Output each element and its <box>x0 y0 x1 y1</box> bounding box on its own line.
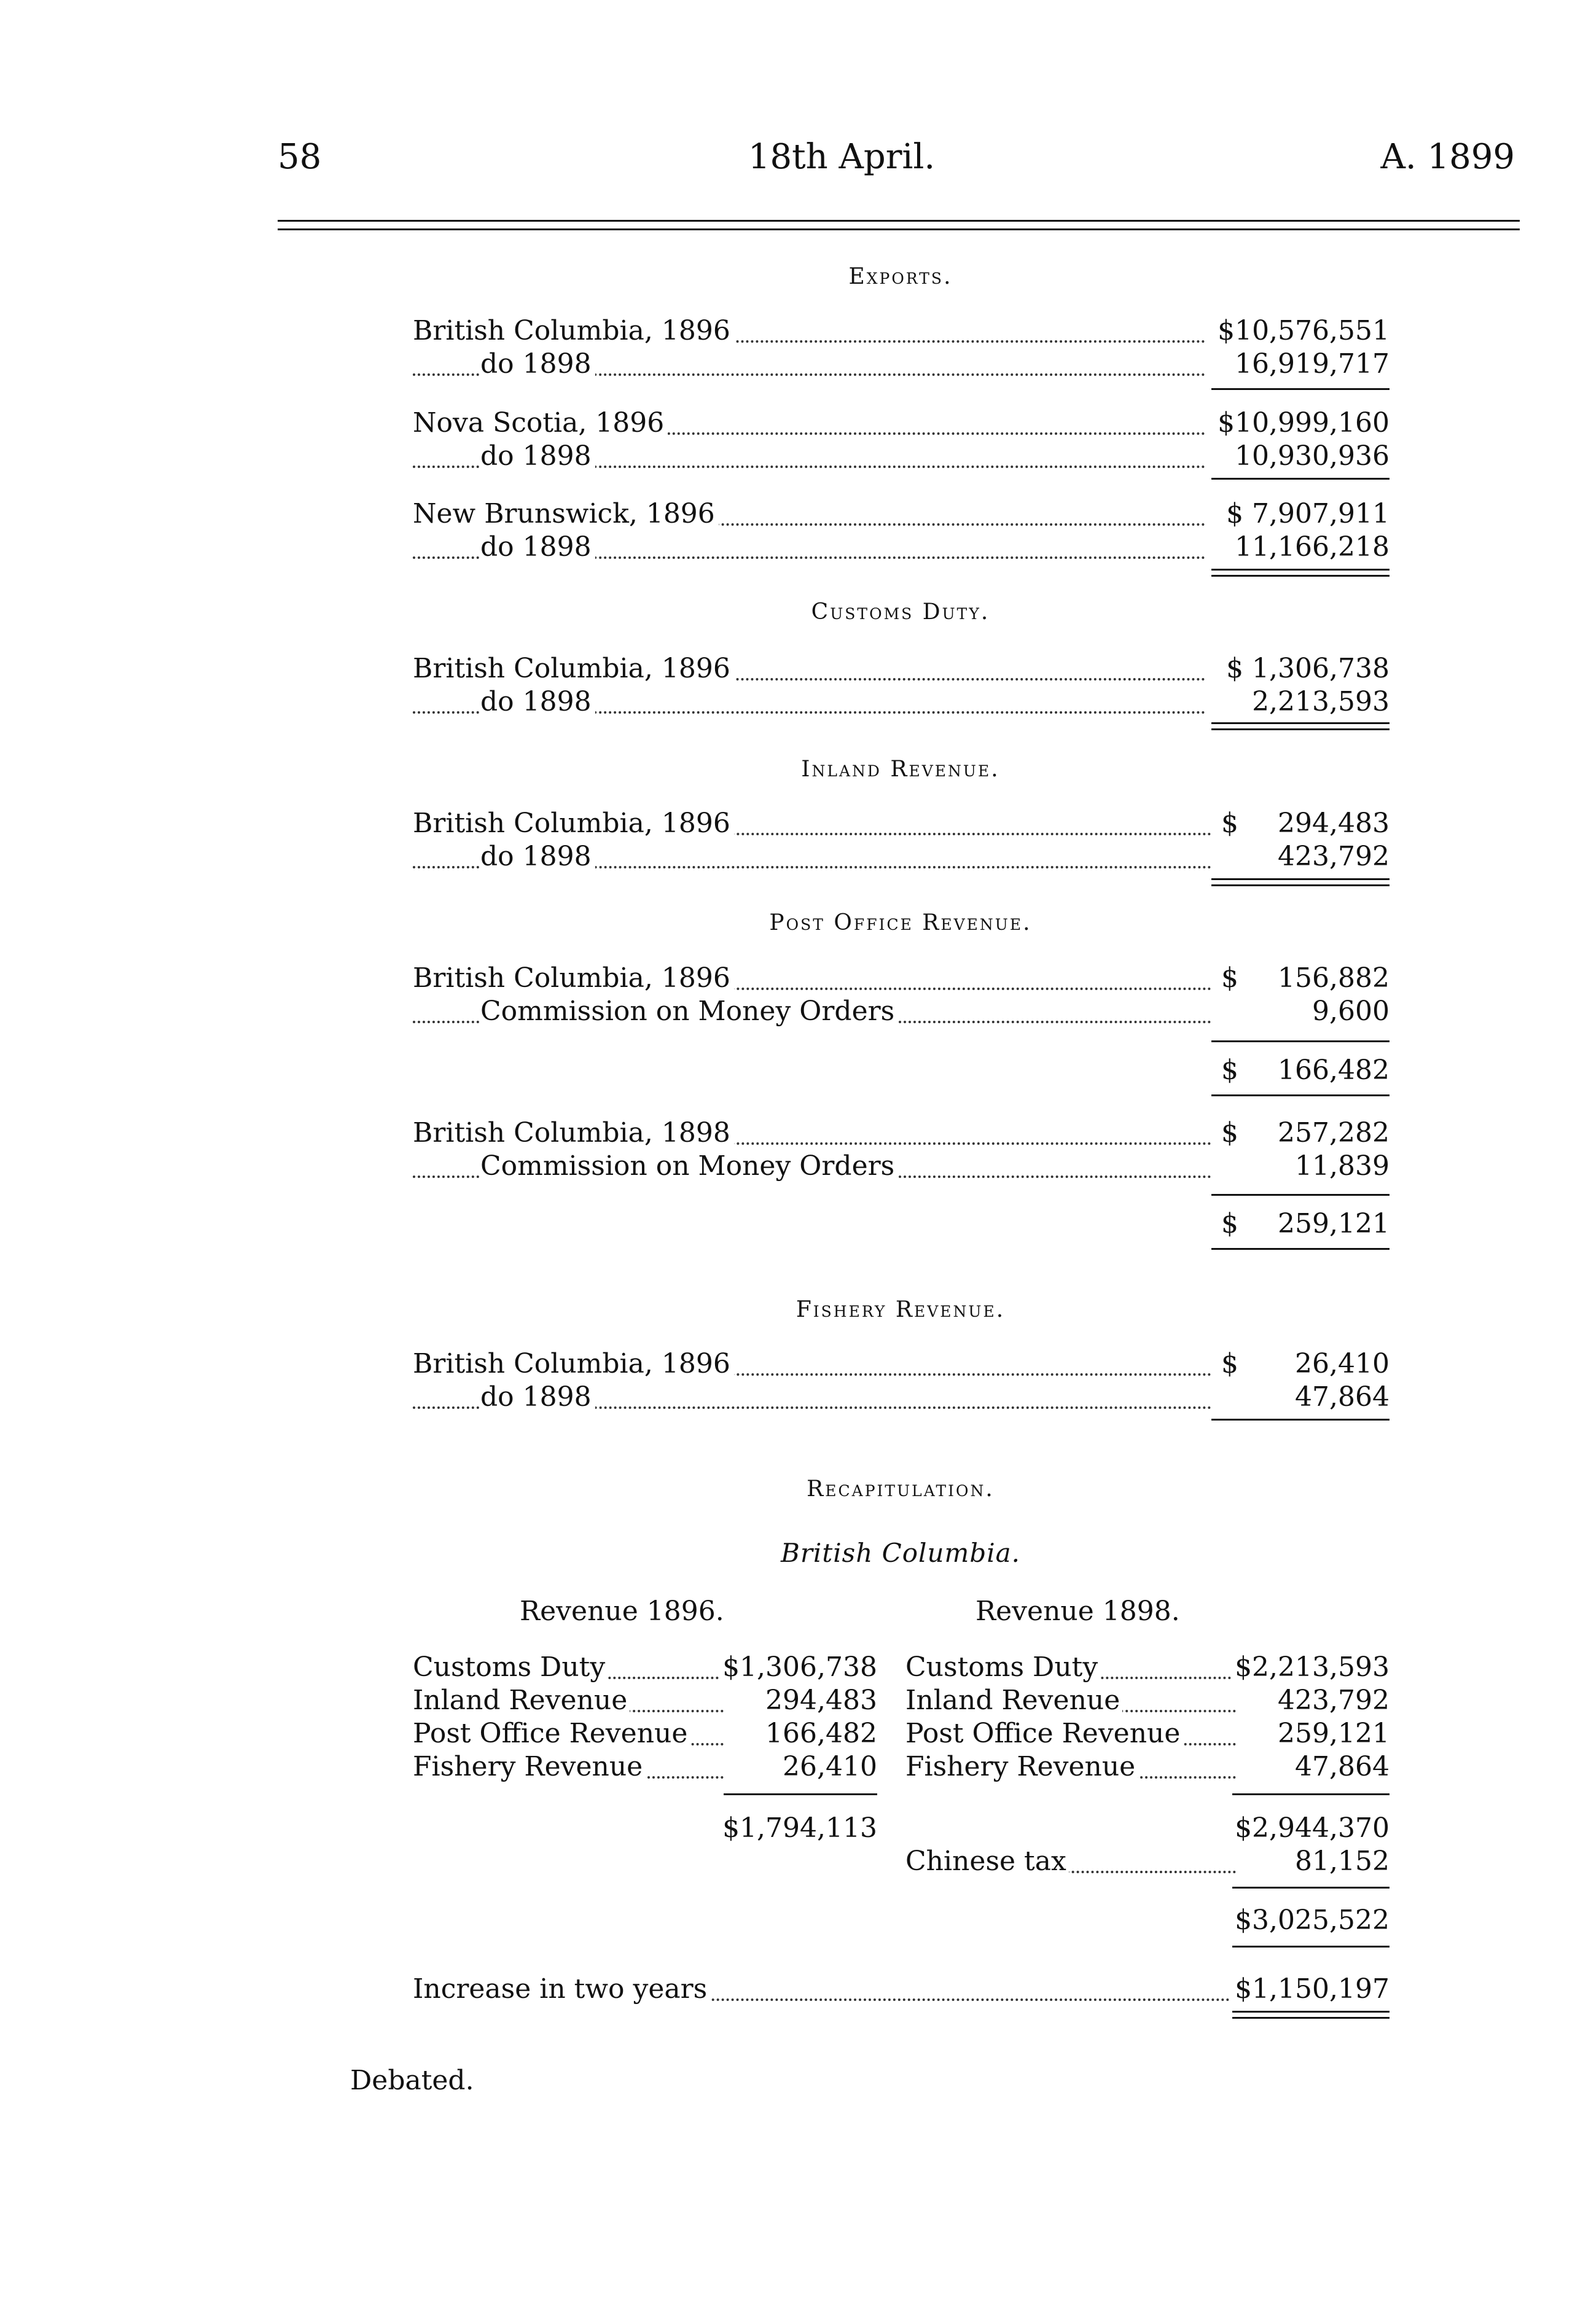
recap-row-value: $2,213,593 <box>1232 1651 1390 1684</box>
recap-row-label: Customs Duty <box>905 1651 1100 1684</box>
recap-row-label: Inland Revenue <box>413 1684 630 1717</box>
recap-row-value: 81,152 <box>1292 1845 1390 1878</box>
line-value: 11,839 <box>1295 1150 1390 1182</box>
ledger-line <box>413 440 1390 473</box>
recap-row <box>905 1684 1390 1717</box>
recap-right-total: $3,025,522 <box>1232 1904 1390 1937</box>
underline <box>1211 728 1390 730</box>
underline <box>1232 1946 1390 1948</box>
ledger-line <box>413 1150 1390 1183</box>
recap-right-subtotal: $2,944,370 <box>1232 1812 1390 1845</box>
underline <box>1232 2017 1390 2019</box>
recap-left-title: Revenue 1896. <box>520 1596 724 1627</box>
line-value: 259,121 <box>1278 1208 1390 1239</box>
recap-row-label: Post Office Revenue <box>413 1717 690 1750</box>
ledger-line <box>413 314 1390 348</box>
recap-row-value: 166,482 <box>763 1717 877 1750</box>
line-label: do 1898 <box>480 840 595 873</box>
recap-row <box>413 1651 877 1684</box>
page-number: 58 <box>278 137 322 177</box>
line-label: do 1898 <box>480 348 595 381</box>
line-label: New Brunswick, 1896 <box>413 497 719 531</box>
underline <box>1211 388 1390 390</box>
ledger-line <box>413 840 1390 873</box>
recap-left-total: $1,794,113 <box>720 1812 877 1845</box>
underline <box>724 1793 877 1795</box>
ledger-line <box>413 962 1390 995</box>
underline <box>1232 1887 1390 1889</box>
underline <box>1211 478 1390 480</box>
line-value: $10,576,551 <box>1218 315 1390 346</box>
section-heading-customs: Customs Duty. <box>811 599 990 625</box>
line-value: 423,792 <box>1278 841 1390 872</box>
ledger-line <box>413 652 1390 685</box>
line-label: do 1898 <box>480 1381 595 1414</box>
line-label: British Columbia, 1896 <box>413 962 734 995</box>
recap-row <box>905 1717 1390 1750</box>
line-label: do 1898 <box>480 531 595 564</box>
line-label: do 1898 <box>480 440 595 473</box>
section-heading-fishery: Fishery Revenue. <box>796 1297 1006 1322</box>
line-value: $10,999,160 <box>1218 407 1390 439</box>
underline <box>1211 1094 1390 1096</box>
line-label: Commission on Money Orders <box>480 1150 898 1183</box>
recap-row-value: 259,121 <box>1275 1717 1390 1750</box>
underline <box>1211 884 1390 886</box>
recap-right-title: Revenue 1898. <box>975 1596 1180 1627</box>
section-heading-exports: Exports. <box>848 264 953 289</box>
recap-total-row <box>905 1904 1390 1937</box>
currency-sign: $ <box>1219 1207 1238 1241</box>
recap-row-label: Fishery Revenue <box>905 1750 1138 1784</box>
line-value: 257,282 <box>1278 1117 1390 1148</box>
recap-row-label: Customs Duty <box>413 1651 608 1684</box>
recap-row-label: Fishery Revenue <box>413 1750 645 1784</box>
underline <box>1211 1419 1390 1421</box>
ledger-line <box>413 1207 1390 1241</box>
underline <box>1232 1793 1390 1795</box>
recap-row-value: 423,792 <box>1275 1684 1390 1717</box>
line-value: 156,882 <box>1278 962 1390 994</box>
ledger-line <box>413 531 1390 564</box>
line-label: British Columbia, 1896 <box>413 652 734 685</box>
line-value: $ 1,306,738 <box>1226 653 1390 684</box>
line-label: Commission on Money Orders <box>480 995 898 1028</box>
ledger-line <box>413 995 1390 1028</box>
header-rule <box>278 220 1520 222</box>
currency-sign: $ <box>1219 807 1238 840</box>
recap-row <box>413 1717 877 1750</box>
underline <box>1211 575 1390 577</box>
recap-row-label: Inland Revenue <box>905 1684 1122 1717</box>
currency-sign: $ <box>1219 1347 1238 1381</box>
recap-row <box>905 1750 1390 1784</box>
ledger-line <box>413 497 1390 531</box>
currency-sign: $ <box>1219 1117 1238 1150</box>
increase-label: Increase in two years <box>413 1973 711 2006</box>
recap-row <box>905 1845 1390 1878</box>
line-label: British Columbia, 1896 <box>413 314 734 348</box>
line-label: British Columbia, 1896 <box>413 1347 734 1381</box>
page-year: A. 1899 <box>1380 137 1515 177</box>
recap-row-value: 26,410 <box>780 1750 877 1784</box>
underline <box>1211 878 1390 880</box>
line-value: 10,930,936 <box>1235 440 1390 472</box>
currency-sign: $ <box>1219 962 1238 995</box>
line-value: 2,213,593 <box>1252 686 1390 717</box>
recap-row <box>413 1750 877 1784</box>
page-date: 18th April. <box>748 137 936 177</box>
currency-sign: $ <box>1219 1054 1238 1087</box>
ledger-line <box>413 685 1390 719</box>
recap-row-value: 294,483 <box>763 1684 877 1717</box>
underline <box>1211 1040 1390 1042</box>
line-label: British Columbia, 1896 <box>413 807 734 840</box>
recap-row-value: $1,306,738 <box>720 1651 877 1684</box>
increase-value: $1,150,197 <box>1235 1973 1390 2005</box>
ledger-line <box>413 407 1390 440</box>
section-heading-recap: Recapitulation. <box>807 1476 995 1502</box>
header-rule <box>278 228 1520 230</box>
line-value: $ 7,907,911 <box>1226 498 1390 529</box>
recap-row-label: Post Office Revenue <box>905 1717 1182 1750</box>
ledger-line <box>413 1117 1390 1150</box>
line-value: 294,483 <box>1278 808 1390 839</box>
ledger-line <box>413 807 1390 840</box>
section-heading-inland: Inland Revenue. <box>801 757 1000 782</box>
underline <box>1211 722 1390 724</box>
recap-row <box>413 1684 877 1717</box>
increase-line <box>413 1973 1390 2006</box>
line-value: 47,864 <box>1295 1381 1390 1413</box>
debate-status: Debated. <box>350 2065 474 2096</box>
ledger-line <box>413 1347 1390 1381</box>
underline <box>1211 1194 1390 1196</box>
recap-row-value: 47,864 <box>1292 1750 1390 1784</box>
line-value: 26,410 <box>1295 1348 1390 1379</box>
ledger-line <box>413 1054 1390 1087</box>
line-value: 9,600 <box>1312 996 1390 1027</box>
recap-subheading: British Columbia. <box>780 1538 1021 1568</box>
recap-row-label: Chinese tax <box>905 1845 1069 1878</box>
ledger-line <box>413 348 1390 381</box>
underline <box>1211 1248 1390 1250</box>
line-label: do 1898 <box>480 685 595 719</box>
line-value: 16,919,717 <box>1235 348 1390 380</box>
line-label: Nova Scotia, 1896 <box>413 407 668 440</box>
line-value: 11,166,218 <box>1235 531 1390 563</box>
section-heading-post-office: Post Office Revenue. <box>769 910 1032 935</box>
underline <box>1211 569 1390 571</box>
underline <box>1232 2011 1390 2013</box>
ledger-line <box>413 1381 1390 1414</box>
line-value: 166,482 <box>1278 1055 1390 1086</box>
line-label: British Columbia, 1898 <box>413 1117 734 1150</box>
recap-subtotal-row <box>905 1812 1390 1845</box>
recap-row <box>905 1651 1390 1684</box>
recap-total-row <box>413 1812 877 1845</box>
